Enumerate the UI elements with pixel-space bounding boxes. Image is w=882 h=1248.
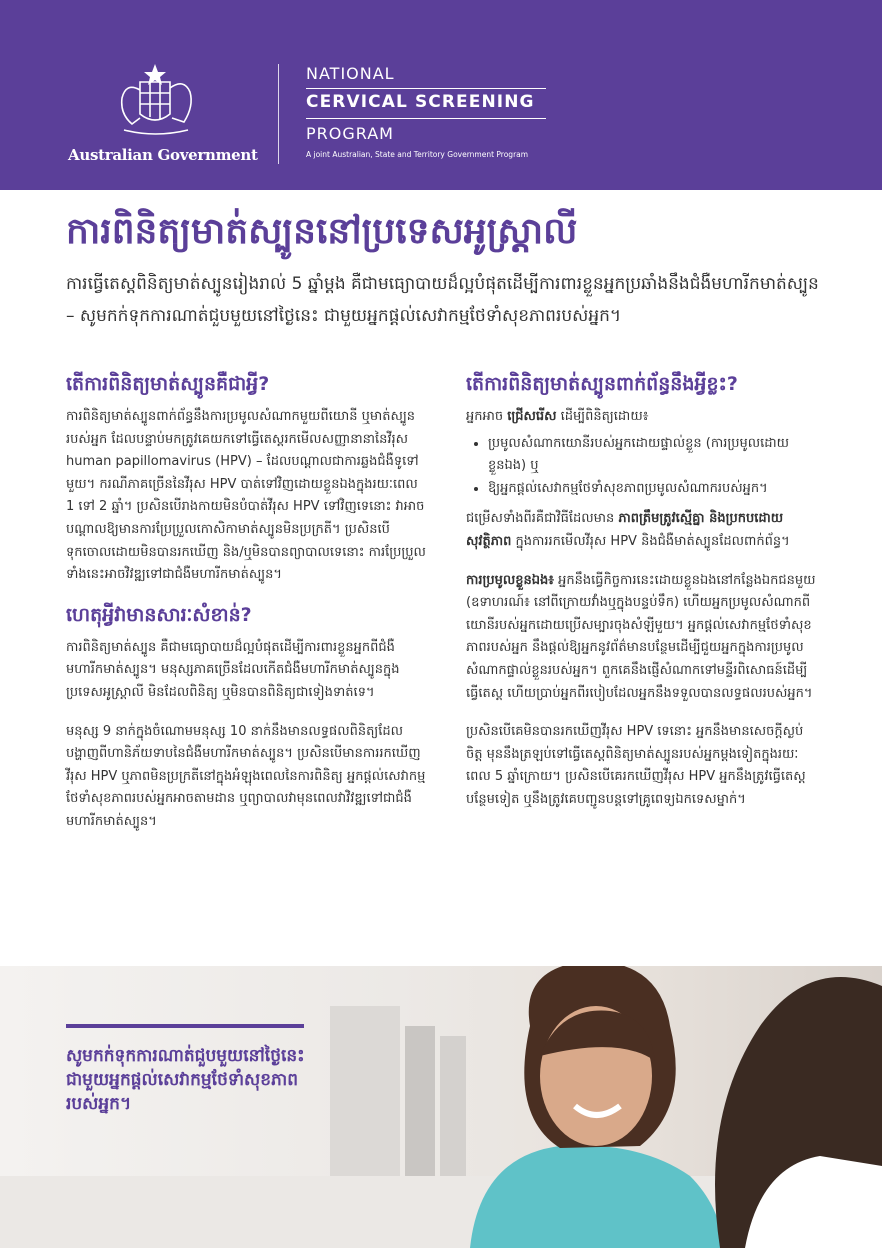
cta-rule — [66, 1024, 304, 1028]
intro-paragraph: ការធ្វើតេស្តពិនិត្យមាត់ស្បូនរៀងរាល់ 5 ឆ្នាំម្តង គឺជាមធ្យោបាយដ៏ល្អបំផុតដើម្បីការពារខ្លួនអ្នកប្រឆាំងនឹងជំងឺមហារីកមាត់ស្បូន – សូមកក់ទុកការណាត់ជួបមួយនៅថ្ងៃនេះ ជាមួយអ្នកផ្តល់សេវាកម្មថែទាំសុខភាពរបស់អ្នក។ — [66, 274, 819, 326]
paragraph-hpv-result: ប្រសិនបើគេមិនបានរកឃើញវីរុស HPV ទេនោះ អ្នកនឹងមានសេចក្តីស្ងប់ចិត្ត មុននឹងត្រឡប់ទៅធ្វើតេស្តពិនិត្យមាត់ស្បូនរបស់អ្នកម្តងទៀតក្នុងរយៈពេល 5 ឆ្នាំក្រោយ។ ប្រសិនបើគេរកឃើញវីរុស HPV អ្នកនឹងត្រូវធ្វើតេស្តបន្ថែមទៀត ឬនឹងត្រូវគេបញ្ជូនបន្តទៅគ្រូពេទ្យឯកទេសម្នាក់។ — [466, 724, 806, 807]
program-rule — [306, 118, 546, 119]
header-banner — [0, 0, 882, 190]
program-line-program: PROGRAM — [306, 124, 394, 143]
options-list — [466, 433, 818, 501]
right-column — [466, 372, 818, 812]
list-item: • ប្រមូលសំណាកយោនីរបស់អ្នកដោយផ្ទាល់ខ្លួន (ការប្រមូលដោយខ្លួនឯង) ឬ — [488, 433, 818, 478]
government-name: Australian Government — [68, 146, 258, 164]
left-column — [66, 372, 426, 834]
paragraph-both-options: ជម្រើសទាំងពីរគឺជាវិធីដែលមាន ភាពត្រឹមត្រូវស្មើគ្នា និងប្រកបដោយសុវត្ថិភាព ក្នុងការរកមើលវីរុស HPV និងជំងឺមាត់ស្បូនដែលពាក់ព័ន្ធ។ — [466, 511, 790, 549]
paragraph-self-collection: ការប្រមូលខ្លួនឯង៖ អ្នកនឹងធ្វើកិច្ចការនេះដោយខ្លួនឯងនៅកន្លែងឯកជនមួយ (ឧទាហរណ៍៖ នៅពីក្រោយវាំងឬក្នុងបន្ទប់ទឹក) ហើយអ្នកប្រមូលសំណាកពីយោនីរបស់អ្នកដោយប្រើសម្បារចុងសំឡីមួយ។ អ្នកផ្តល់សេវាកម្មថែទាំសុខភាពរបស់អ្នក នឹងផ្តល់ឱ្យអ្នកនូវព័ត៌មានបន្ថែមដើម្បីជួយអ្នកក្នុងការប្រមូលសំណាកផ្ទាល់ខ្លួនរបស់អ្នក។ ពួកគេនឹងផ្ញើសំណាកទៅមន្ទីរពិសោធន៍ដើម្បីធ្វើតេស្ត ហើយប្រាប់អ្នកពីរបៀបដែលអ្នកនឹងទទួលបានលទ្ធផលរបស់អ្នក។ — [466, 572, 816, 701]
call-to-action: សូមកក់ទុកការណាត់ជួបមួយនៅថ្ងៃនេះ ជាមួយអ្នកផ្តល់សេវាកម្មថែទាំសុខភាពរបស់អ្នក។ — [66, 1046, 305, 1114]
coat-of-arms-icon — [110, 62, 200, 144]
list-item: • ឱ្យអ្នកផ្តល់សេវាកម្មថែទាំសុខភាពប្រមូលសំណាករបស់អ្នក។ — [488, 478, 818, 501]
paragraph-results: មនុស្ស 9 នាក់ក្នុងចំណោមមនុស្ស 10 នាក់នឹងមានលទ្ធផលពិនិត្យដែលបង្ហាញពីហានិភ័យទាបនៃជំងឺមហារីកមាត់ស្បូន។ ប្រសិនបើមានការរកឃើញវីរុស HPV ឬភាពមិនប្រក្រតីនៅក្នុងអំឡុងពេលនៃការពិនិត្យ អ្នកផ្តល់សេវាកម្មថែទាំសុខភាពរបស់អ្នកអាចតាមដាន ឬព្យាបាលវាមុនពេលវាវិវឌ្ឍទៅជាជំងឺមហារីកមាត់ស្បូន។ — [66, 723, 426, 829]
paragraph-what-is: ការពិនិត្យមាត់ស្បូនពាក់ព័ន្ធនឹងការប្រមូលសំណាកមួយពីយោនី ឬមាត់ស្បូនរបស់អ្នក ដែលបន្ទាប់មកត្រូវគេយកទៅធ្វើតេស្តរកមើលសញ្ញានានានៃវីរុស human papillomavirus (HPV) – ដែលបណ្តាលជាការឆ្លងជំងឺទូទៅមួយ។ ករណីភាគច្រើននៃវីរុស HPV បាត់ទៅវិញដោយខ្លួនឯងក្នុងរយៈពេល 1 ទៅ 2 ឆ្នាំ។ ប្រសិនបើរាងកាយមិនបំបាត់វីរុស HPV ទៅវិញទេនោះ វាអាចបណ្តាលឱ្យមានការប្រែប្រួលកោសិកាមាត់ស្បូនមិនប្រក្រតី។ ប្រសិនបើទុកចោលដោយមិនបានរកឃើញ និង/ឬមិនបានព្យាបាលទេនោះ ការប្រែប្រួលទាំងនេះអាចវិវឌ្ឍទៅជាជំងឺមហារីកមាត់ស្បូន។ — [66, 409, 426, 583]
paragraph-why-important: ការពិនិត្យមាត់ស្បូន គឺជាមធ្យោបាយដ៏ល្អបំផុតដើម្បីការពារខ្លួនអ្នកពីជំងឺមហារីកមាត់ស្បូន។ មនុស្សភាគច្រើនដែលកើតជំងឺមហារីកមាត់ស្បូនក្នុងប្រទេសអូស្ត្រាលី មិនដែលពិនិត្យ ឬមិនបានពិនិត្យជាទៀងទាត់ទេ។ — [66, 639, 400, 700]
program-line-cervical: CERVICAL SCREENING — [306, 92, 535, 112]
section-heading-what-is: តើការពិនិត្យមាត់ស្បូនគឺជាអ្វី? — [66, 373, 270, 395]
page-title: ការពិនិត្យមាត់ស្បូននៅប្រទេសអូស្ត្រាលី — [66, 211, 578, 252]
program-rule — [306, 88, 546, 89]
header-divider — [278, 64, 279, 164]
paragraph-choose-lead: អ្នកអាច ជ្រើសរើស ដើម្បីពិនិត្យដោយ៖ — [466, 409, 649, 424]
program-tagline: A joint Australian, State and Territory Government Program — [306, 150, 529, 159]
section-heading-why-important: ហេតុអ្វីវាមានសារៈសំខាន់? — [66, 603, 252, 626]
section-heading-what-involves: តើការពិនិត្យមាត់ស្បូនពាក់ព័ន្ធនឹងអ្វីខ្លះ? — [466, 373, 738, 395]
program-line-national: NATIONAL — [306, 64, 395, 83]
